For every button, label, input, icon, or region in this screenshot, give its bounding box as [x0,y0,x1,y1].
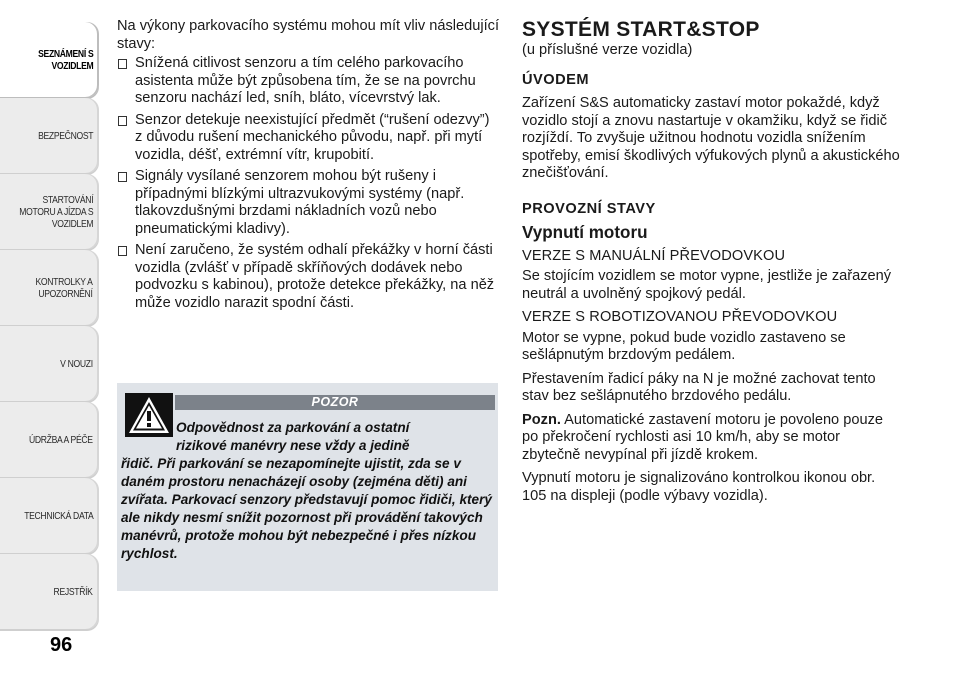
tab-label: TECHNICKÁ DATA [23,509,93,522]
bullet-text: Není zaručeno, že systém odhalí překážky v horní části vozidla (zvlášť v případě skříňových dodávek nebo podvozku s kabinou), protože detekce překážky, na něž může vozidlo narazit spodní části. [135,242,495,311]
robot-gearbox-text-2: Přestavením řadicí páky na N je možné zachovat tento stav bez sešlápnutého brzdového pedálu. [522,370,876,404]
warning-label: POZOR [175,395,495,410]
checkbox-bullet-icon [118,116,127,126]
tab-label: STARTOVÁNÍ MOTORU A JÍZDA S VOZIDLEM [18,193,93,230]
note-label: Pozn. [522,411,561,428]
bullet-text: Signály vysílané senzorem mohou být rušeny i případnými blízkými ultrazvukovými systémy (např. tlakovzdušnými brzdami nákladních vozů nebo pneumatickými kladivy). [135,168,465,237]
list-item [117,242,500,312]
heading-robot-gearbox: VERZE S ROBOTIZOVANOU PŘEVODOVKOU [522,309,838,325]
intro-text: Zařízení S&S automaticky zastaví motor pokaždé, když vozidlo stojí a znovu nastartuje v okamžiku, když se řidič rozjíždí. To zvyšuje užitnou hodnotu vozidla snížením spotřeby, emisí škodlivých výfukových plynů a akustického znečišťování. [522,95,900,181]
chapter-tabs [0,22,99,630]
warning-box [117,383,498,591]
bullet-text: Senzor detekuje neexistující předmět (“rušení odezvy”) z důvodu rušení mechanického původu, např. při mytí vozidla, déšť, extrémní vítr, krupobití. [135,111,490,163]
tab-kontrolky[interactable] [0,250,99,325]
tab-technicka-data[interactable] [0,478,99,553]
manual-gearbox-text: Se stojícím vozidlem se motor vypne, jestliže je zařazený neutrál a uvolněný spojkový pedál. [522,268,892,302]
tab-label: ÚDRŽBA A PÉČE [29,433,93,446]
heading-manual-gearbox: VERZE S MANUÁLNÍ PŘEVODOVKOU [522,247,786,264]
tab-label: SEZNÁMENÍ S VOZIDLEM [37,47,93,72]
left-column [117,18,500,316]
tab-seznameni-s-vozidlem[interactable] [0,22,99,97]
checkbox-bullet-icon [118,172,127,182]
heading-uvodem: ÚVODEM [522,71,590,88]
tab-label: V NOUZI [60,357,93,370]
list-item [117,55,500,108]
list-item [117,112,500,165]
intro-paragraph: Na výkony parkovacího systému mohou mít vliv následující stavy: [117,18,500,52]
tab-startovani[interactable] [0,174,99,249]
tab-udrzba[interactable] [0,402,99,477]
section-subtitle: (u příslušné verze vozidla) [522,42,693,58]
tab-label: REJSTŘÍK [53,585,93,598]
robot-gearbox-text-1: Motor se vypne, pokud bude vozidlo zastaveno se sešlápnutým brzdovým pedálem. [522,329,846,363]
warning-line-2: rizikové manévry nese vždy a jedině [176,438,410,453]
tab-rejstrik[interactable] [0,554,99,629]
section-title: SYSTÉM START&STOP [522,18,760,41]
note-paragraph [522,412,902,465]
checkbox-bullet-icon [118,246,127,256]
tab-label: BEZPEČNOST [37,129,93,142]
checkbox-bullet-icon [118,59,127,69]
warning-line-1: Odpovědnost za parkování a ostatní [176,420,410,435]
bullet-text: Snížená citlivost senzoru a tím celého parkovacího asistenta může být způsobena tím, že se na povrchu senzoru nachází led, sníh, bláto, vícevrstvý lak. [135,55,476,106]
right-column [522,18,902,511]
last-paragraph: Vypnutí motoru je signalizováno kontrolkou ikonou obr. 105 na displeji (podle výbavy vozidla). [522,470,876,504]
tab-bezpecnost[interactable] [0,98,99,173]
page-number: 96 [50,634,73,656]
note-text: Automatické zastavení motoru je povoleno pouze po překročení rychlosti asi 10 km/h, aby se motor zbytečně nevypínal při jízdě krokem. [522,411,883,463]
tab-label: KONTROLKY A UPOZORNĚNÍ [35,275,93,300]
warning-text [121,419,493,563]
list-item [117,168,500,238]
heading-provozni-stavy: PROVOZNÍ STAVY [522,200,656,217]
warning-body: řidič. Při parkování se nezapomínejte ujistit, zda se v daném prostoru nenacházejí osoby (zejména děti) ani zvířata. Parkovací senzory představují pomoc řidiči, který ale nikdy nesmí snížit pozornost při provádění takových manévrů, protože mohou být nebezpečné i přes nízkou rychlost. [121,456,492,561]
heading-vypnuti-motoru: Vypnutí motoru [522,223,648,242]
tab-v-nouzi[interactable] [0,326,99,401]
bullet-list [117,55,500,312]
